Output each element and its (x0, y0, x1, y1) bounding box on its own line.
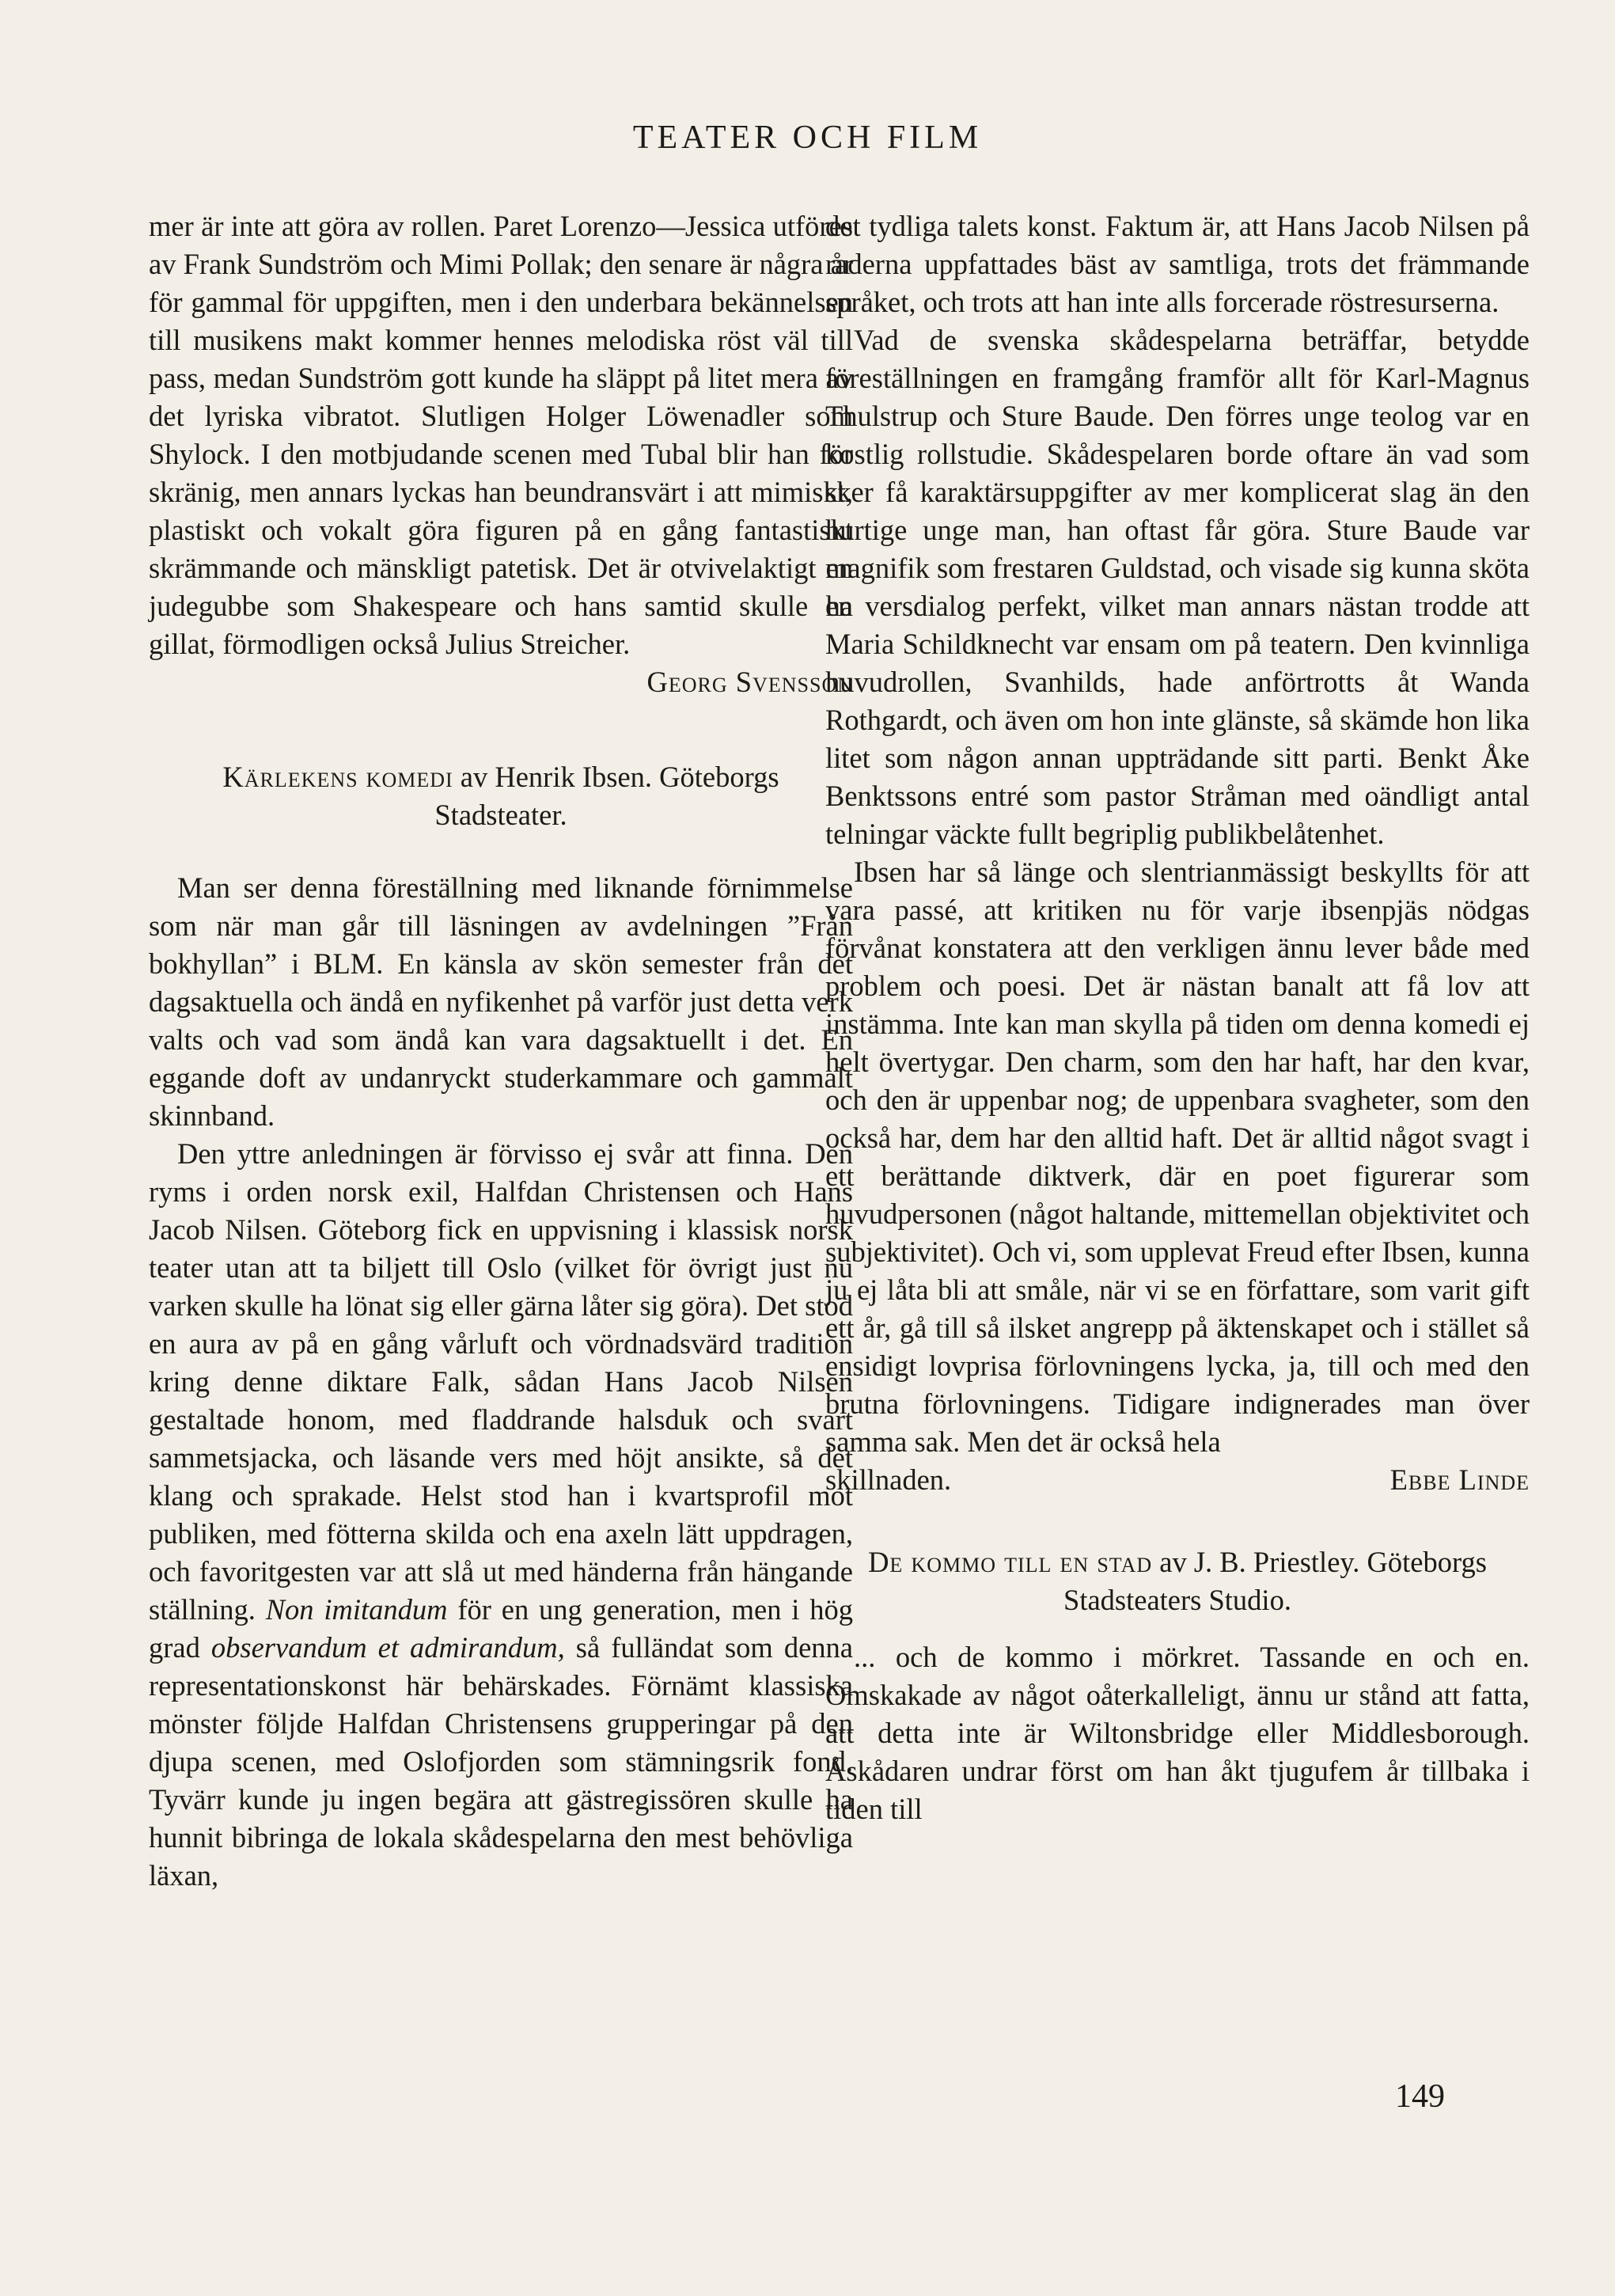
running-head: TEATER OCH FILM (632, 120, 983, 156)
left-column (149, 207, 853, 1895)
review3-heading-rest: av J. B. Priestley. Göteborgs Stadsteaters Studio. (1063, 1546, 1487, 1616)
review2-last-word: skillnaden. (825, 1463, 952, 1496)
review2-p2-start: Den yttre anledningen är förvisso ej svår att finna. Den ryms i orden norsk exil, Halfdan Christensen och Hans Jacob Nilsen. Göteborg fick en uppvisning i klassisk norsk teater utan att ta biljett till Oslo (vilket för övrigt just nu varken skulle ha lönat sig eller gärna låter sig göra). Det stod en aura av på en gång vårluft och vördnadsvärd tradition kring denne diktare Falk, sådan Hans Jacob Nilsen gestaltade honom, med fladdrande halsduk och svart sammetsjacka, och läsande vers med höjt ansikte, så det klang och sprakade. Helst stod han i kvartsprofil mot publiken, med fötterna skilda och ena axeln lätt uppdragen, och favoritgesten var att slå ut med händerna från hängande ställning. (149, 1137, 853, 1626)
review2-paragraph-1: Man ser denna föreställning med liknande förnimmelse som när man går till läsningen av avdelningen ”Från bokhyllan” i BLM. En känsla av skön semester från det dagsaktuella och ändå en nyfikenhet på varför just detta verk valts och vad som ändå kan vara dagsaktuellt i det. En eggande doft av undanryckt studerkammare och gammalt skinnband. (149, 871, 853, 1132)
review2-paragraph-4: Ibsen har så länge och slentrianmässigt beskyllts för att vara passé, att kritiken nu för varje ibsenpjäs nödgas förvånat konstatera att den verkligen ännu lever både med problem och poesi. Det är nästan banalt att få lov att instämma. Inte kan man skylla på tiden om denna komedi ej helt övertygar. Den charm, som den har haft, har den kvar, och den är uppenbar nog; de uppenbara svagheter, som den också har, dem har den alltid haft. Det är alltid något svagt i ett berättande diktverk, där en poet figurerar som huvudpersonen (något haltande, mittemellan objektivitet och subjektivitet). Och vi, som upplevat Freud efter Ibsen, kunna ju ej låta bli att småle, när vi se en författare, som varit gift ett år, gå till så ilsket angrepp på äktenskapet och i stället så ensidigt lovprisa förlovningens lycka, ja, till och med den brutna förlovningens. Tidigare indignerades man över samma sak. Men det är också hela (825, 856, 1530, 1458)
review3-heading (825, 1543, 1530, 1619)
review2-title: Kärlekens komedi (222, 761, 453, 793)
page-number: 149 (1395, 2078, 1445, 2115)
review3-title: De kommo till en stad (868, 1546, 1153, 1578)
review2-heading (149, 758, 853, 834)
review3-paragraph-1: ... och de kommo i mörkret. Tassande en och en. Omskakade av något oåterkalleligt, ännu ur stånd att fatta, att detta inte är Wiltonsbridge eller Middlesborough. Åskådaren undrar först om han åkt tjugufem år tillbaka i tiden till (825, 1641, 1530, 1825)
review1-signature: Georg Svensson (646, 666, 853, 698)
review2-paragraph-2 (149, 1135, 853, 1895)
review2-paragraph-3: Vad de svenska skådespelarna beträffar, betydde föreställningen en framgång framför allt för Karl-Magnus Thulstrup och Sture Baude. Den förres unge teolog var en kostlig rollstudie. Skådespelaren borde oftare än vad som sker få karaktärsuppgifter av mer komplicerat slag än den hurtige unge man, han oftast får göra. Sture Baude var magnifik som frestaren Guldstad, och visade sig kunna sköta en versdialog perfekt, vilket man annars nästan trodde att Maria Schildknecht var ensam om på teatern. Den kvinnliga huvudrollen, Svanhilds, hade anförtrotts åt Wanda Rothgardt, och även om hon inte glänste, så skämde hon lika litet som någon annan uppträdande sitt parti. Benkt Åke Benktssons entré som pastor Stråman med oändligt antal telningar väckte fullt begriplig publikbelåtenhet. (825, 324, 1530, 850)
review1-text-end: mer är inte att göra av rollen. Paret Lorenzo—Jessica utföres av Frank Sundström och Mimi Pollak; den senare är några år för gammal för uppgiften, men i den underbara bekännelsen till musikens makt kommer hennes melodiska röst väl till pass, medan Sundström gott kunde ha släppt på litet mera av det lyriska vibratot. Slutligen Holger Löwenadler som Shylock. I den motbjudande scenen med Tubal blir han för skränig, men annars lyckas han beundransvärt i att mimiskt, plastiskt och vokalt göra figuren på en gång fantastiskt skrämmande och mänskligt patetisk. Det är otvivelaktigt en judegubbe som Shakespeare och hans samtid skulle ha gillat, förmodligen också Julius Streicher. (149, 210, 853, 660)
right-column (825, 207, 1530, 1828)
review2-p2-italic-2: observandum et admirandum, (210, 1631, 565, 1664)
review2-signature: Ebbe Linde (1389, 1463, 1530, 1496)
review2-heading-rest: av Henrik Ibsen. Göteborgs Stadsteater. (434, 761, 779, 831)
review2-paragraph-2-cont: det tydliga talets konst. Faktum är, att Hans Jacob Nilsen på raderna uppfattades bäst av samtliga, trots det främmande språket, och trots att han inte alls forcerade röstresurserna. (825, 210, 1530, 318)
review2-p2-italic-1: Non imitandum (265, 1593, 448, 1626)
review2-p2-end: så fulländat som denna representationskonst här behärskades. Förnämt klassiska mönster följde Halfdan Christensens grupperingar på den djupa scenen, med Oslofjorden som stämningsrik fond. Tyvärr kunde ju ingen begära att gästregissören skulle ha hunnit bibringa de lokala skådespelarna den mest behövliga läxan, (149, 1631, 854, 1892)
review2-p2-mid: för en ung generation, men i hög grad (149, 1593, 854, 1664)
review2-final-line (825, 1461, 1530, 1499)
